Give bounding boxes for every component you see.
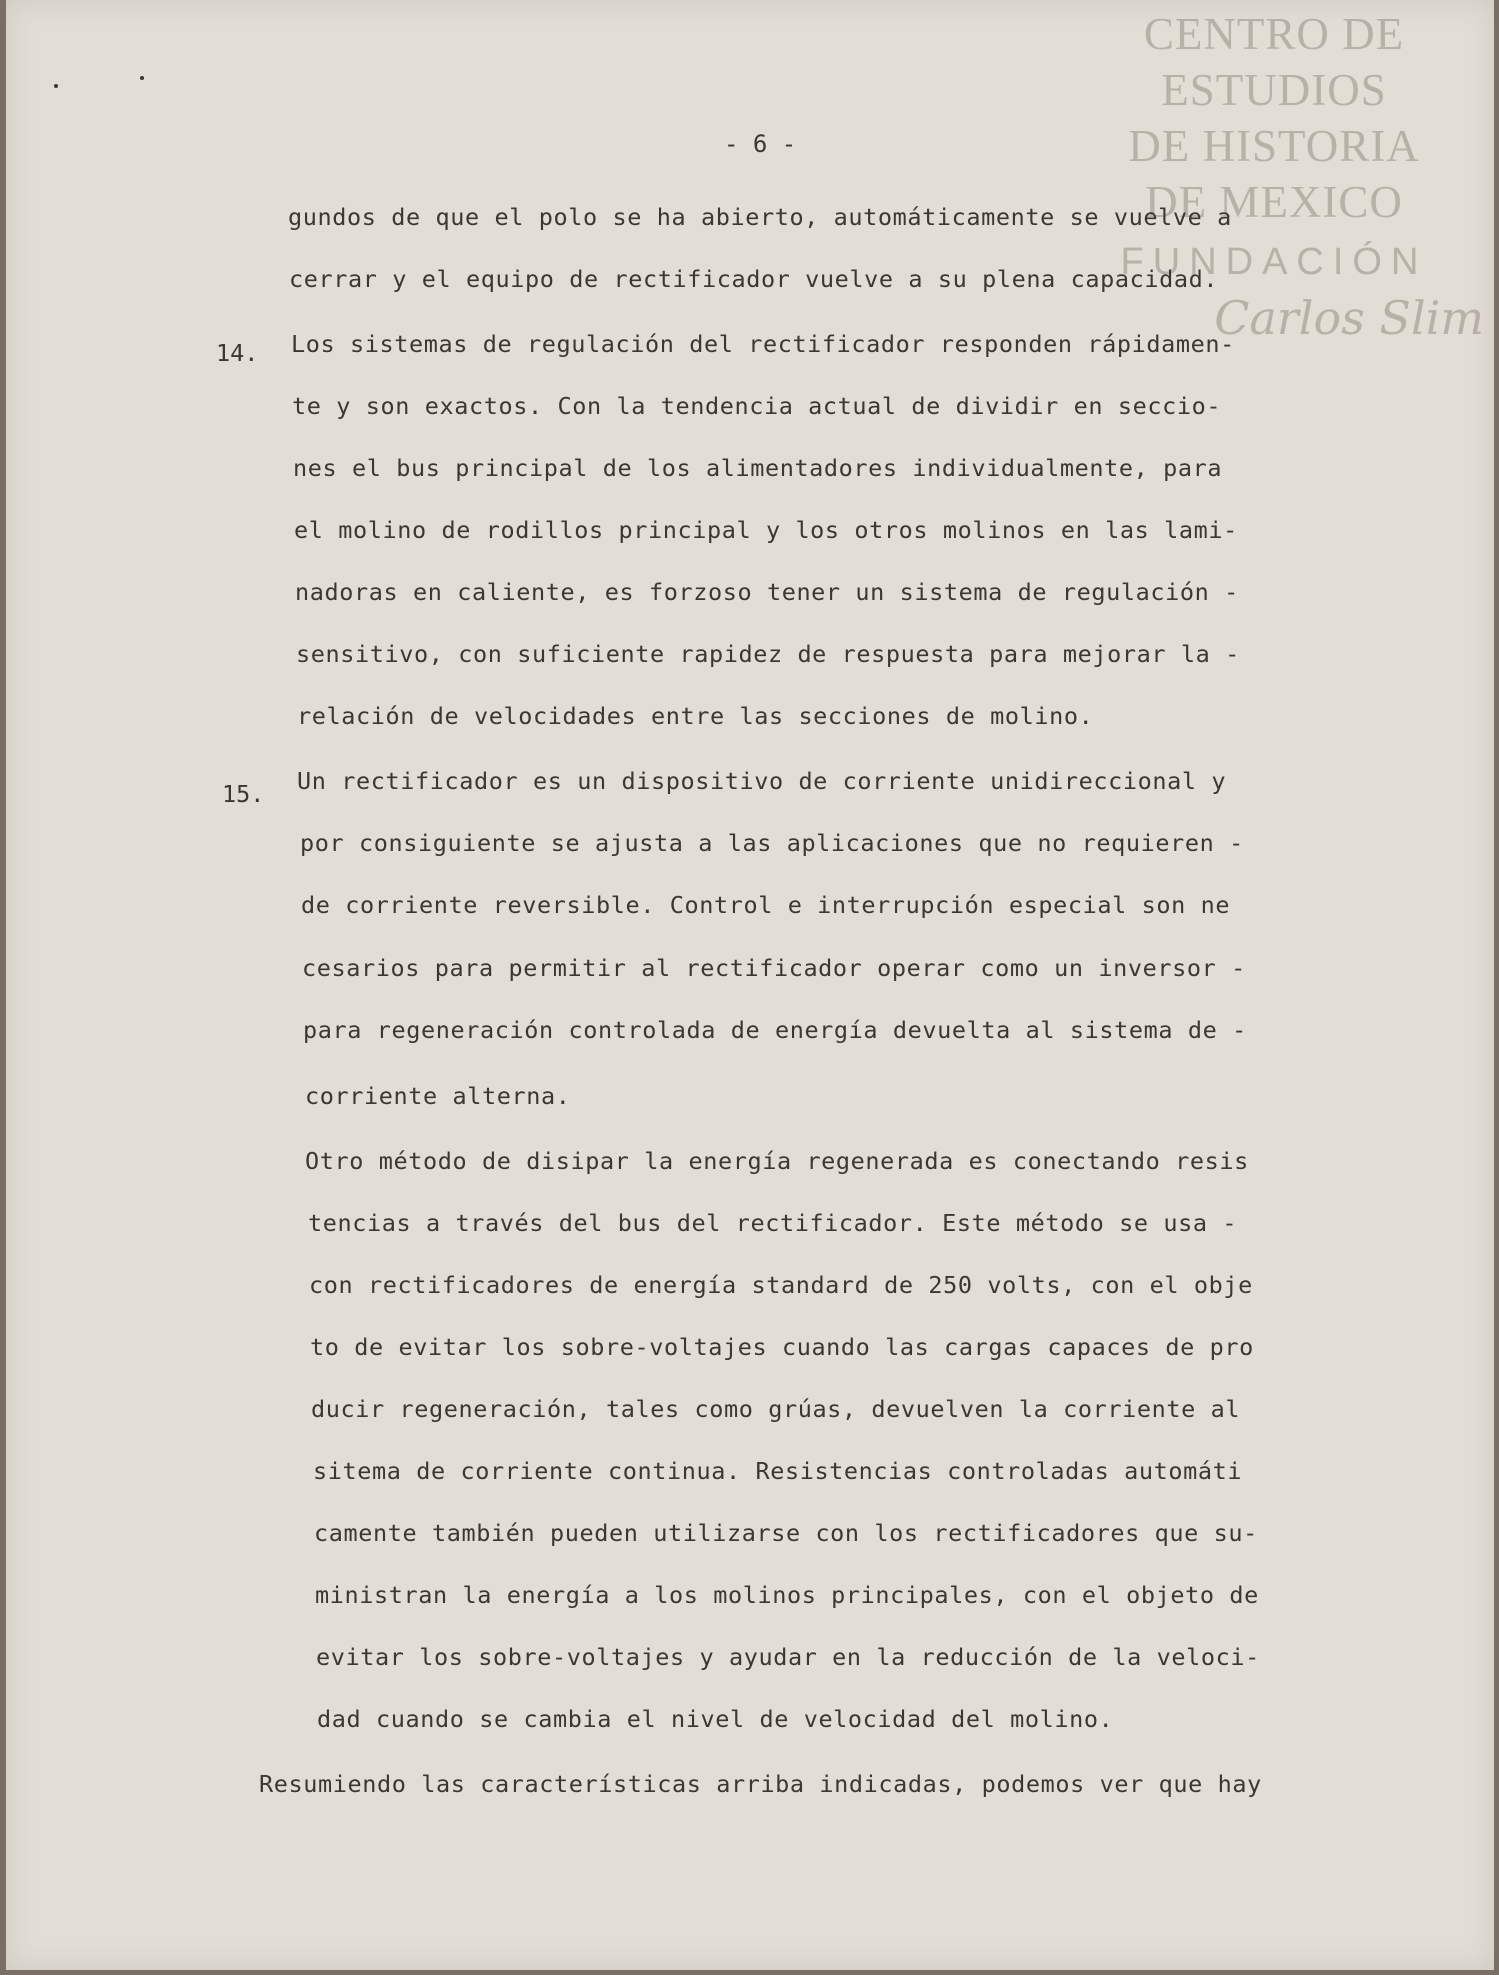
text-line: ministran la energía a los molinos principales, con el objeto de [315, 1581, 1259, 1609]
text-line: Resumiendo las características arriba indicadas, podemos ver que hay [259, 1770, 1262, 1798]
text-line: por consiguiente se ajusta a las aplicaciones que no requieren - [300, 829, 1244, 857]
text-line: nadoras en caliente, es forzoso tener un sistema de regulación - [295, 578, 1239, 606]
speck-mark [54, 84, 58, 88]
text-line: Un rectificador es un dispositivo de corriente unidireccional y [297, 767, 1227, 795]
speck-mark [140, 76, 144, 80]
page-number: - 6 - [724, 130, 797, 158]
watermark-line: CENTRO DE [1143, 9, 1405, 59]
text-line: Otro método de disipar la energía regenerada es conectando resis [305, 1147, 1249, 1175]
text-line: el molino de rodillos principal y los otros molinos en las lami- [294, 516, 1238, 544]
watermark-foundation: FUNDACIÓN [1120, 241, 1428, 283]
watermark-line: DE HISTORIA [1128, 121, 1420, 171]
text-line: sitema de corriente continua. Resistencias controladas automáti [313, 1457, 1243, 1485]
text-line: dad cuando se cambia el nivel de velocidad del molino. [317, 1705, 1114, 1733]
text-line: to de evitar los sobre-voltajes cuando las cargas capaces de pro [310, 1333, 1254, 1361]
paragraph-number: 15. [222, 780, 265, 808]
watermark-line: ESTUDIOS [1161, 65, 1387, 115]
text-line: camente también pueden utilizarse con los rectificadores que su- [314, 1519, 1258, 1547]
text-line: te y son exactos. Con la tendencia actual de dividir en seccio- [292, 392, 1222, 420]
watermark-stamp [1064, 6, 1484, 346]
text-line: relación de velocidades entre las secciones de molino. [297, 702, 1094, 730]
watermark-signature: Carlos Slim [1214, 291, 1484, 345]
text-line: cerrar y el equipo de rectificador vuelve a su plena capacidad. [289, 265, 1219, 293]
text-line: con rectificadores de energía standard de 250 volts, con el obje [309, 1271, 1253, 1299]
text-line: sensitivo, con suficiente rapidez de respuesta para mejorar la - [296, 640, 1240, 668]
text-line: para regeneración controlada de energía devuelta al sistema de - [303, 1016, 1247, 1044]
text-line: de corriente reversible. Control e interrupción especial son ne [301, 891, 1231, 919]
text-line: Los sistemas de regulación del rectificador responden rápidamen- [291, 330, 1235, 358]
text-line: ducir regeneración, tales como grúas, devuelven la corriente al [311, 1395, 1241, 1423]
text-line: corriente alterna. [305, 1082, 571, 1110]
document-page [6, 0, 1494, 1970]
watermark-line: DE MEXICO [1145, 177, 1403, 227]
text-line: tencias a través del bus del rectificador. Este método se usa - [308, 1209, 1238, 1237]
text-line: nes el bus principal de los alimentadores individualmente, para [293, 454, 1223, 482]
text-line: cesarios para permitir al rectificador operar como un inversor - [302, 954, 1246, 982]
paragraph-number: 14. [216, 339, 259, 367]
text-line: gundos de que el polo se ha abierto, automáticamente se vuelve a [288, 203, 1232, 231]
text-line: evitar los sobre-voltajes y ayudar en la reducción de la veloci- [316, 1643, 1260, 1671]
